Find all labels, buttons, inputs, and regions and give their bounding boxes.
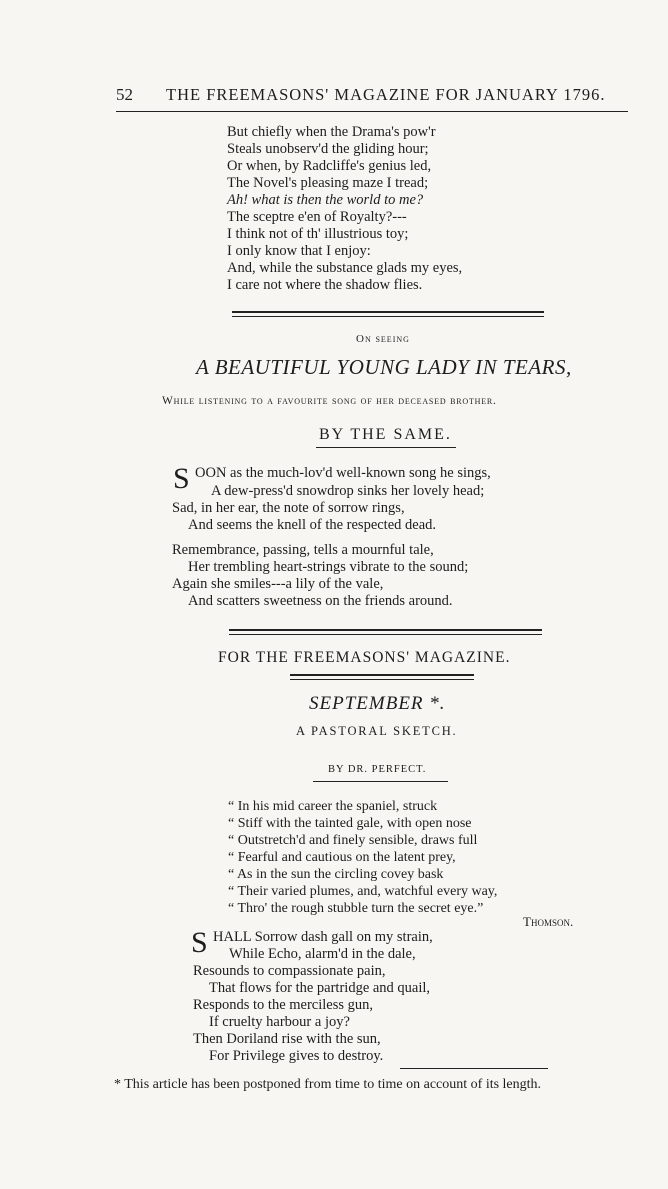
epigraph-line: “ As in the sun the circling covey bask — [228, 867, 444, 882]
verse-line: The sceptre e'en of Royalty?--- — [227, 209, 407, 225]
verse-line: I think not of th' illustrious toy; — [227, 226, 409, 242]
epigraph-line: “ Thro' the rough stubble turn the secret eye.” — [228, 901, 484, 916]
verse-line: And scatters sweetness on the friends around. — [188, 593, 453, 609]
footnote-rule — [400, 1068, 548, 1069]
section-heading: FOR THE FREEMASONS' MAGAZINE. — [218, 649, 511, 666]
verse-line: Sad, in her ear, the note of sorrow rings, — [172, 500, 405, 516]
verse-line: And seems the knell of the respected dead. — [188, 517, 437, 533]
verse-line: Her trembling heart-strings vibrate to the sound; — [188, 559, 469, 575]
section-rule — [232, 316, 544, 317]
poem2-subtitle: A PASTORAL SKETCH. — [296, 724, 458, 738]
verse-line: HALL Sorrow dash gall on my strain, — [213, 929, 433, 945]
verse-line: Responds to the merciless gun, — [193, 997, 374, 1013]
section-rule — [229, 634, 542, 635]
section-rule — [232, 311, 544, 313]
epigraph-line: “ Their varied plumes, and, watchful every way, — [228, 884, 498, 899]
verse-line: Then Doriland rise with the sun, — [193, 1031, 381, 1047]
verse-line: But chiefly when the Drama's pow'r — [227, 124, 436, 140]
verse-line: I only know that I enjoy: — [227, 243, 371, 259]
poem2-title: SEPTEMBER *. — [309, 693, 446, 714]
verse-line: A dew-press'd snowdrop sinks her lovely head; — [211, 483, 485, 499]
epigraph-author: Thomson. — [523, 914, 574, 929]
poem1-pre-title: On seeing — [356, 333, 410, 345]
poem2-byline: BY DR. PERFECT. — [328, 764, 427, 775]
verse-line: Ah! what is then the world to me? — [227, 192, 424, 208]
verse-line: If cruelty harbour a joy? — [209, 1014, 350, 1030]
epigraph-line: “ Outstretch'd and finely sensible, draws full — [228, 833, 478, 848]
verse-line: Or when, by Radcliffe's genius led, — [227, 158, 432, 174]
epigraph-line: “ Stiff with the tainted gale, with open nose — [228, 816, 472, 831]
verse-line: I care not where the shadow flies. — [227, 277, 423, 293]
byline-rule — [313, 781, 448, 782]
verse-line: Steals unobserv'd the gliding hour; — [227, 141, 429, 157]
verse-line: Again she smiles---a lily of the vale, — [172, 576, 384, 592]
epigraph-line: “ In his mid career the spaniel, struck — [228, 799, 438, 814]
drop-cap: S — [173, 462, 190, 495]
verse-line: The Novel's pleasing maze I tread; — [227, 175, 429, 191]
verse-line: For Privilege gives to destroy. — [209, 1048, 384, 1064]
poem1-subtitle: While listening to a favourite song of her deceased brother. — [162, 395, 497, 407]
footnote: * This article has been postponed from time to time on account of its length. — [114, 1077, 542, 1092]
byline-rule — [316, 447, 456, 448]
section-rule — [229, 629, 542, 631]
header-rule — [116, 111, 628, 112]
verse-line: While Echo, alarm'd in the dale, — [229, 946, 416, 962]
verse-line: OON as the much-lov'd well-known song he sings, — [195, 465, 491, 481]
epigraph-line: “ Fearful and cautious on the latent prey, — [228, 850, 456, 865]
verse-line: Resounds to compassionate pain, — [193, 963, 386, 979]
verse-line: And, while the substance glads my eyes, — [227, 260, 463, 276]
poem1-title: A BEAUTIFUL YOUNG LADY IN TEARS, — [196, 355, 572, 379]
heading-rule — [290, 674, 474, 676]
page-number: 52 — [116, 85, 133, 104]
drop-cap: S — [191, 926, 208, 959]
verse-line: That flows for the partridge and quail, — [209, 980, 431, 996]
poem1-byline: BY THE SAME. — [319, 426, 452, 443]
heading-rule — [290, 679, 474, 680]
verse-line: Remembrance, passing, tells a mournful tale, — [172, 542, 434, 558]
running-header: THE FREEMASONS' MAGAZINE FOR JANUARY 1796. — [166, 85, 606, 104]
